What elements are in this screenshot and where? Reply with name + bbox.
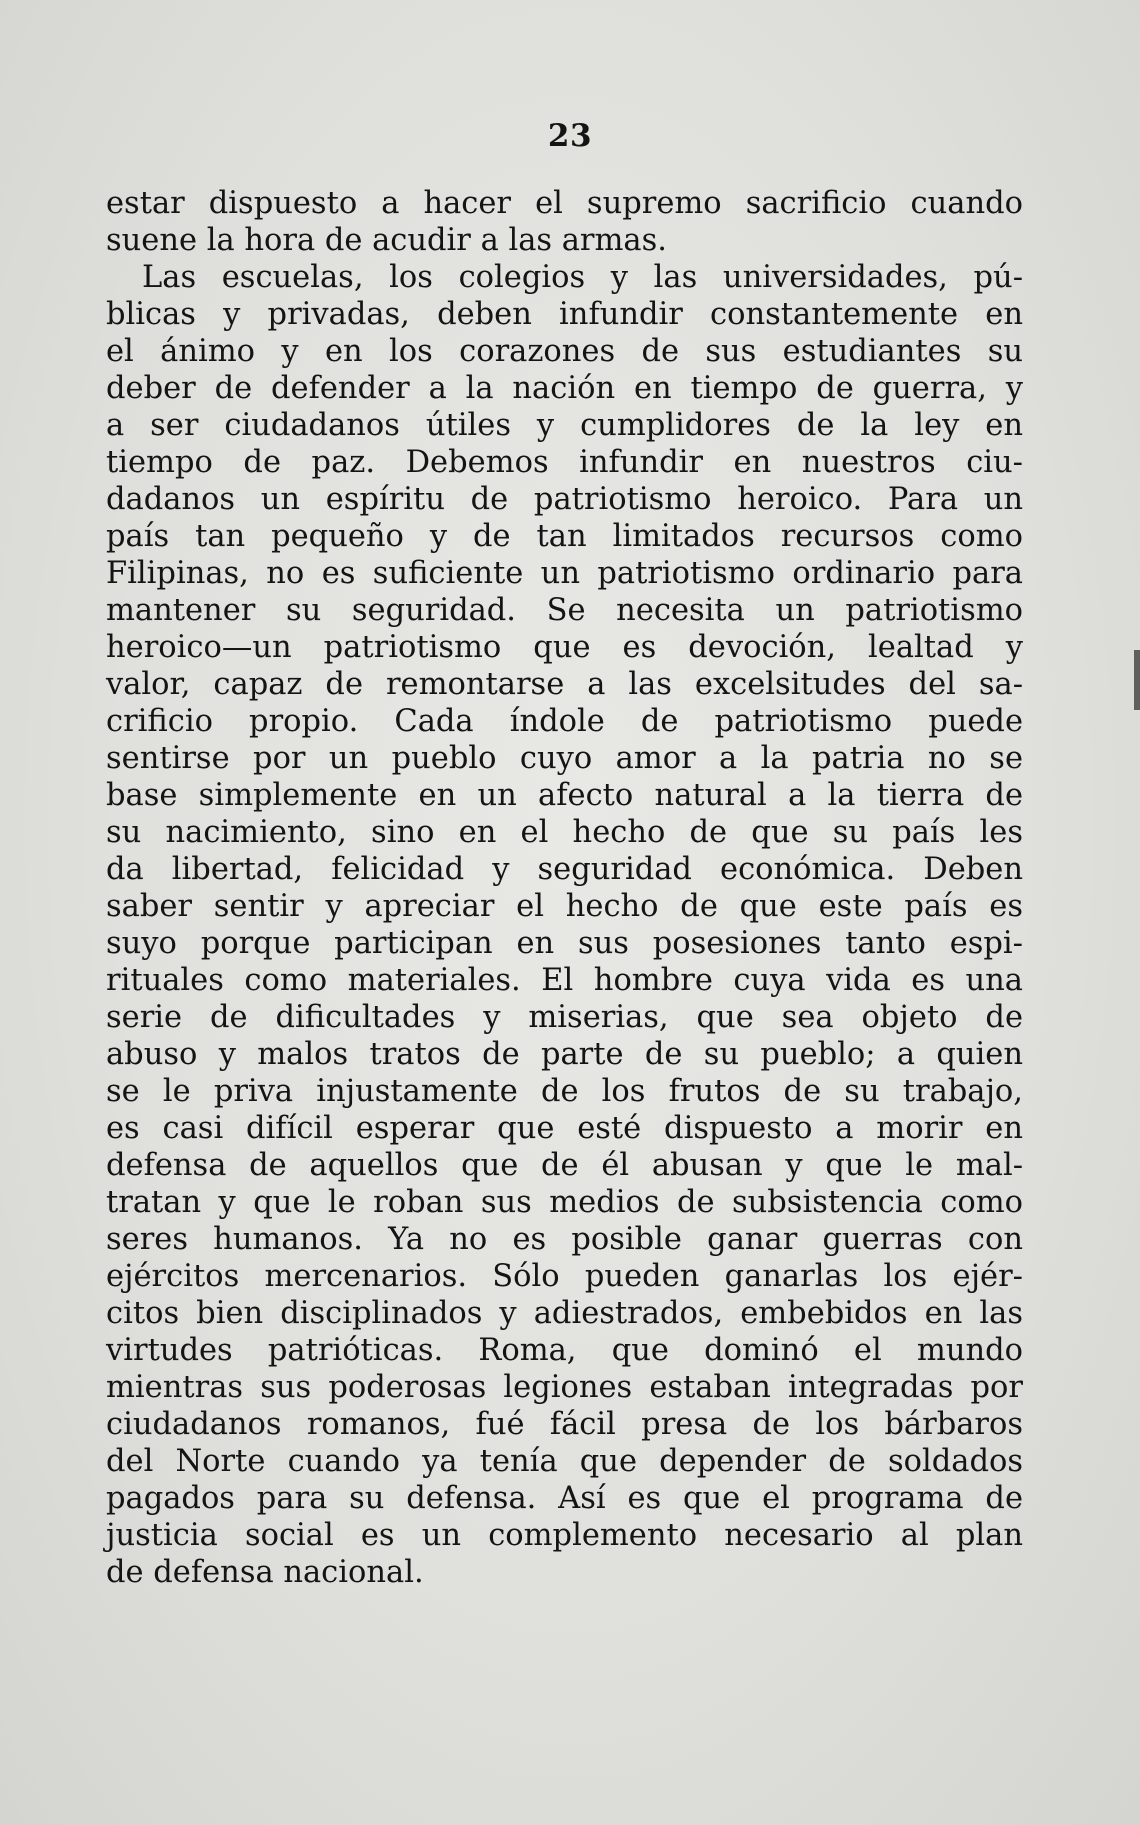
text-line: mantener su seguridad. Se necesita un patriotismo xyxy=(106,593,1023,628)
text-line: seres humanos. Ya no es posible ganar guerras con xyxy=(106,1222,1023,1257)
text-line: ejércitos mercenarios. Sólo pueden ganarlas los ejér- xyxy=(106,1259,1023,1294)
text-line: se le priva injustamente de los frutos de su trabajo, xyxy=(106,1074,1023,1109)
text-line: base simplemente en un afecto natural a la tierra de xyxy=(106,778,1023,813)
text-line: Las escuelas, los colegios y las universidades, pú- xyxy=(142,260,1023,295)
page-number: 23 xyxy=(547,118,593,154)
text-line: deber de defender a la nación en tiempo de guerra, y xyxy=(106,371,1023,406)
text-line: justicia social es un complemento necesario al plan xyxy=(106,1518,1023,1553)
text-line: pagados para su defensa. Así es que el programa de xyxy=(106,1481,1023,1516)
text-line: Filipinas, no es suficiente un patriotismo ordinario para xyxy=(106,556,1023,591)
text-line: estar dispuesto a hacer el supremo sacrificio cuando xyxy=(106,186,1023,221)
text-line: rituales como materiales. El hombre cuya vida es una xyxy=(106,963,1023,998)
text-line: heroico—un patriotismo que es devoción, lealtad y xyxy=(106,630,1023,665)
text-line: su nacimiento, sino en el hecho de que su país les xyxy=(106,815,1023,850)
text-line: ciudadanos romanos, fué fácil presa de los bárbaros xyxy=(106,1407,1023,1442)
text-line: sentirse por un pueblo cuyo amor a la patria no se xyxy=(106,741,1023,776)
page-edge-shadow xyxy=(1134,650,1140,710)
text-line: da libertad, felicidad y seguridad económica. Deben xyxy=(106,852,1023,887)
text-line: tratan y que le roban sus medios de subsistencia como xyxy=(106,1185,1023,1220)
text-line: tiempo de paz. Debemos infundir en nuestros ciu- xyxy=(106,445,1023,480)
text-line: a ser ciudadanos útiles y cumplidores de la ley en xyxy=(106,408,1023,443)
text-line: el ánimo y en los corazones de sus estudiantes su xyxy=(106,334,1023,369)
text-line: defensa de aquellos que de él abusan y que le mal- xyxy=(106,1148,1023,1183)
text-line: suyo porque participan en sus posesiones tanto espi- xyxy=(106,926,1023,961)
text-line: abuso y malos tratos de parte de su pueblo; a quien xyxy=(106,1037,1023,1072)
text-line: mientras sus poderosas legiones estaban integradas por xyxy=(106,1370,1023,1405)
text-line: serie de dificultades y miserias, que sea objeto de xyxy=(106,1000,1023,1035)
text-line: citos bien disciplinados y adiestrados, embebidos en las xyxy=(106,1296,1023,1331)
text-line: país tan pequeño y de tan limitados recursos como xyxy=(106,519,1023,554)
text-line: dadanos un espíritu de patriotismo heroico. Para un xyxy=(106,482,1023,517)
text-line: virtudes patrióticas. Roma, que dominó el mundo xyxy=(106,1333,1023,1368)
text-line: saber sentir y apreciar el hecho de que este país es xyxy=(106,889,1023,924)
text-line: crificio propio. Cada índole de patriotismo puede xyxy=(106,704,1023,739)
text-line: es casi difícil esperar que esté dispuesto a morir en xyxy=(106,1111,1023,1146)
text-line: valor, capaz de remontarse a las excelsitudes del sa- xyxy=(106,667,1023,702)
text-line: suene la hora de acudir a las armas. xyxy=(106,223,667,258)
text-line: de defensa nacional. xyxy=(106,1555,424,1590)
body-text xyxy=(106,185,1023,1591)
text-line: blicas y privadas, deben infundir constantemente en xyxy=(106,297,1023,332)
text-line: del Norte cuando ya tenía que depender de soldados xyxy=(106,1444,1023,1479)
